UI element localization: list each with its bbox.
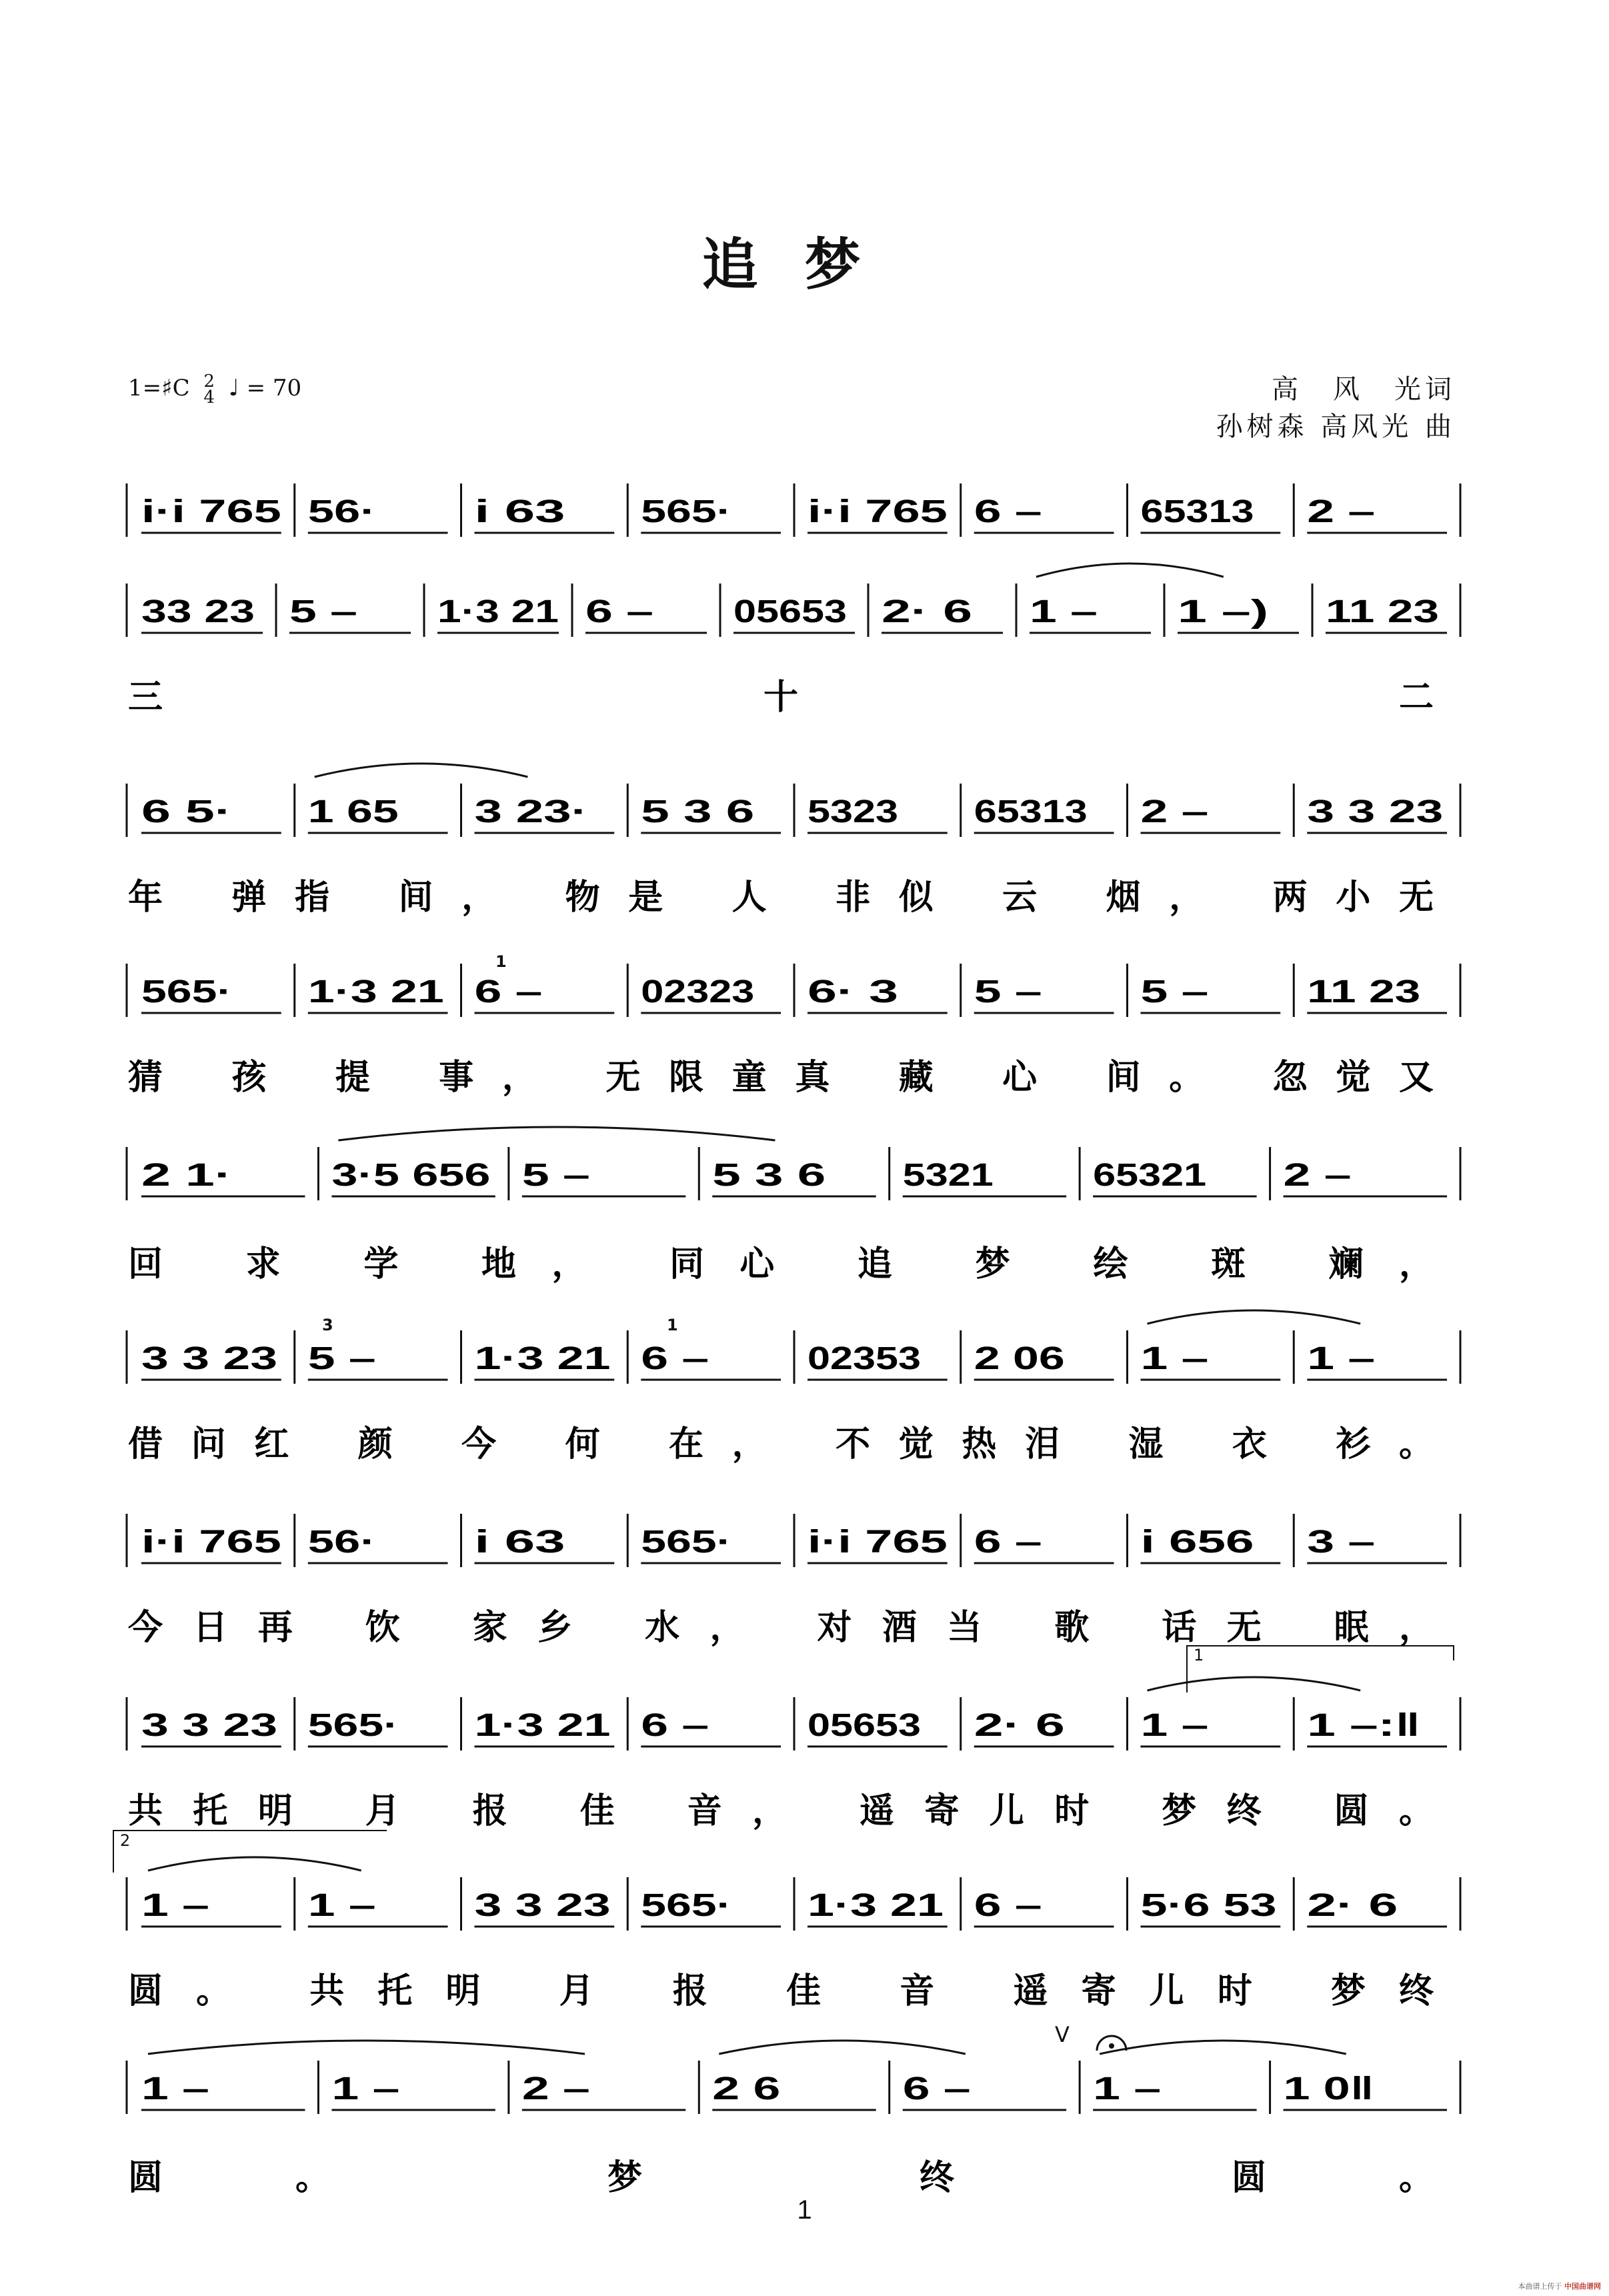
footer-text: 本曲谱上传于 bbox=[1518, 2282, 1562, 2291]
grace-note: 3 bbox=[322, 1316, 333, 1334]
measure-notes: 5 – bbox=[307, 1341, 376, 1376]
tempo-marking: ♩ = 70 bbox=[228, 375, 302, 401]
measure-notes: 1 – bbox=[1093, 2071, 1162, 2107]
measure-notes: 6 – bbox=[641, 1341, 709, 1376]
measure-notes: 565· bbox=[141, 974, 232, 1010]
lyrics-line: 圆。 梦 终 圆。 bbox=[128, 2158, 1434, 2198]
measure-notes: 11 23 bbox=[1326, 594, 1439, 630]
measure-notes: 02323 bbox=[641, 974, 755, 1010]
footer-watermark bbox=[1518, 2281, 1602, 2291]
lyrics-line: 圆。 共托明 月 报 佳 音 遥寄儿时 梦终 bbox=[128, 1971, 1434, 2011]
lyricist-credit: 高 风 光词 bbox=[1272, 374, 1456, 405]
grace-note: 1 bbox=[495, 952, 507, 971]
measure-notes: 1·3 21 bbox=[474, 1341, 611, 1376]
measure-notes: 1 – bbox=[1140, 1708, 1209, 1743]
measure-notes: 1 65 bbox=[307, 794, 399, 830]
measure-notes: 5 – bbox=[521, 1158, 590, 1193]
measure-notes: 2 – bbox=[1307, 494, 1376, 529]
measure-notes: 1·3 21 bbox=[808, 1888, 944, 1923]
measure-notes: 2· 6 bbox=[882, 594, 972, 630]
measure-notes: 02353 bbox=[808, 1341, 921, 1376]
measure-notes: 2· 6 bbox=[1307, 1888, 1398, 1923]
measure-notes: 6 – bbox=[974, 494, 1042, 529]
measure-notes: 33 23 bbox=[141, 594, 255, 630]
volta-1-label: 1 bbox=[1194, 1646, 1204, 1664]
measure-notes: 3 3 23 bbox=[141, 1341, 277, 1376]
measure-notes: 1 0‖ bbox=[1283, 2071, 1374, 2107]
measure-notes: 1 – bbox=[1140, 1341, 1209, 1376]
measure-notes: 1 – bbox=[141, 2071, 209, 2107]
measure-notes: 565· bbox=[307, 1708, 399, 1743]
fermata-dot-icon bbox=[1109, 2043, 1114, 2049]
lyrics-line: 今日再 饮 家乡 水， 对酒当 歌 话无 眠， bbox=[128, 1608, 1434, 1648]
measure-notes: 6 – bbox=[641, 1708, 709, 1743]
measure-notes: 05653 bbox=[733, 594, 847, 630]
lyrics-line: 借问红 颜 今 何 在， 不觉热泪 湿 衣 衫。 bbox=[128, 1424, 1434, 1464]
measure-notes: 5 3 6 bbox=[641, 794, 755, 830]
measure-notes: 5 3 6 bbox=[712, 1158, 826, 1193]
measure-notes: 5 – bbox=[1140, 974, 1209, 1010]
slur bbox=[1036, 563, 1224, 577]
measure-notes: 5·6 53 bbox=[1140, 1888, 1277, 1923]
lyrics-line: 回 求 学 地， 同心 追 梦 绘 斑 斓， bbox=[128, 1244, 1434, 1284]
measure-notes: i 656 bbox=[1140, 1524, 1254, 1560]
measure-notes: 1 – bbox=[307, 1888, 376, 1923]
measure-notes: 2 6 bbox=[712, 2071, 781, 2107]
measure-notes: i 63 bbox=[474, 1524, 565, 1560]
measure-notes: 1 – bbox=[1030, 594, 1098, 630]
measure-notes: 2 06 bbox=[974, 1341, 1065, 1376]
measure-notes: 56· bbox=[307, 1524, 376, 1560]
composer-credit: 孙树森 高风光 曲 bbox=[1216, 411, 1456, 442]
measure-notes: 2 1· bbox=[141, 1158, 232, 1193]
footer-site: 中国曲谱网 bbox=[1564, 2282, 1601, 2291]
measure-notes: i·i 765 bbox=[141, 1524, 281, 1560]
measure-notes: 3 – bbox=[1307, 1524, 1376, 1560]
slur bbox=[338, 1127, 775, 1140]
measure-notes: 565· bbox=[641, 1888, 732, 1923]
measure-notes: 5321 bbox=[902, 1158, 994, 1193]
volta-2-label: 2 bbox=[120, 1831, 131, 1850]
measure-notes: 3 3 23 bbox=[1307, 794, 1444, 830]
slur bbox=[148, 1857, 361, 1871]
slur bbox=[315, 764, 528, 777]
lyrics-line: 三 十 二 bbox=[128, 678, 1434, 718]
time-signature-bottom: 4 bbox=[203, 387, 215, 407]
measure-notes: 05653 bbox=[808, 1708, 921, 1743]
measure-notes: 6 – bbox=[902, 2071, 971, 2107]
measure-notes: 2 – bbox=[1140, 794, 1209, 830]
slur bbox=[1100, 2041, 1346, 2054]
measure-notes: 1·3 21 bbox=[437, 594, 559, 630]
slur bbox=[719, 2041, 966, 2054]
measure-notes: 6 – bbox=[474, 974, 543, 1010]
slur bbox=[148, 2041, 585, 2054]
key-signature: 1=♯C bbox=[128, 375, 190, 401]
measure-notes: 65313 bbox=[1140, 494, 1254, 529]
measure-notes: 1 –) bbox=[1178, 594, 1268, 630]
slur bbox=[1148, 1310, 1361, 1324]
measure-notes: 5 – bbox=[974, 974, 1042, 1010]
measure-notes: 1 – bbox=[141, 1888, 209, 1923]
measure-notes: 1 – bbox=[1307, 1341, 1376, 1376]
measure-notes: 56· bbox=[307, 494, 376, 529]
measure-notes: 3 3 23 bbox=[141, 1708, 277, 1743]
measure-notes: 3 3 23 bbox=[474, 1888, 611, 1923]
measure-notes: 3 23· bbox=[474, 794, 588, 830]
grace-note: 1 bbox=[667, 1316, 678, 1334]
measure-notes: 2· 6 bbox=[974, 1708, 1065, 1743]
measure-notes: 1 – bbox=[331, 2071, 400, 2107]
measure-notes: 2 – bbox=[521, 2071, 590, 2107]
measure-notes: 6· 3 bbox=[808, 974, 898, 1010]
measure-notes: 65313 bbox=[974, 794, 1088, 830]
measure-notes: 1·3 21 bbox=[307, 974, 444, 1010]
measure-notes: 6 5· bbox=[141, 794, 232, 830]
page-title: 追梦 bbox=[701, 231, 908, 297]
measure-notes: 1 –:‖ bbox=[1307, 1708, 1421, 1743]
breath-mark: V bbox=[1055, 2022, 1070, 2047]
measure-notes: i 63 bbox=[474, 494, 565, 529]
volta-1-bracket bbox=[1187, 1646, 1454, 1692]
lyrics-line: 共托明 月 报 佳 音， 遥寄儿时 梦终 圆。 bbox=[128, 1791, 1434, 1831]
measure-notes: 2 – bbox=[1283, 1158, 1352, 1193]
measure-notes: 5 – bbox=[289, 594, 357, 630]
measure-notes: 65321 bbox=[1093, 1158, 1207, 1193]
measure-notes: 6 – bbox=[585, 594, 653, 630]
lyrics-line: 猜 孩 提 事， 无限童真 藏 心 间。 忽觉又 bbox=[128, 1058, 1434, 1098]
measure-notes: 11 23 bbox=[1307, 974, 1421, 1010]
measure-notes: 1·3 21 bbox=[474, 1708, 611, 1743]
lyrics-line: 年 弹指 间， 物是 人 非似 云 烟， 两小无 bbox=[128, 878, 1434, 918]
slur bbox=[1148, 1677, 1361, 1690]
measure-notes: 565· bbox=[641, 494, 732, 529]
measure-notes: 6 – bbox=[974, 1524, 1042, 1560]
page-number: 1 bbox=[797, 2195, 812, 2225]
measure-notes: 6 – bbox=[974, 1888, 1042, 1923]
measure-notes: i·i 765 bbox=[808, 1524, 948, 1560]
measure-notes: 5323 bbox=[808, 794, 898, 830]
measure-notes: 565· bbox=[641, 1524, 732, 1560]
measure-notes: i·i 765 bbox=[141, 494, 281, 529]
time-signature-top: 2 bbox=[203, 371, 215, 391]
measure-notes: 3·5 656 bbox=[331, 1158, 491, 1193]
measure-notes: i·i 765 bbox=[808, 494, 948, 529]
